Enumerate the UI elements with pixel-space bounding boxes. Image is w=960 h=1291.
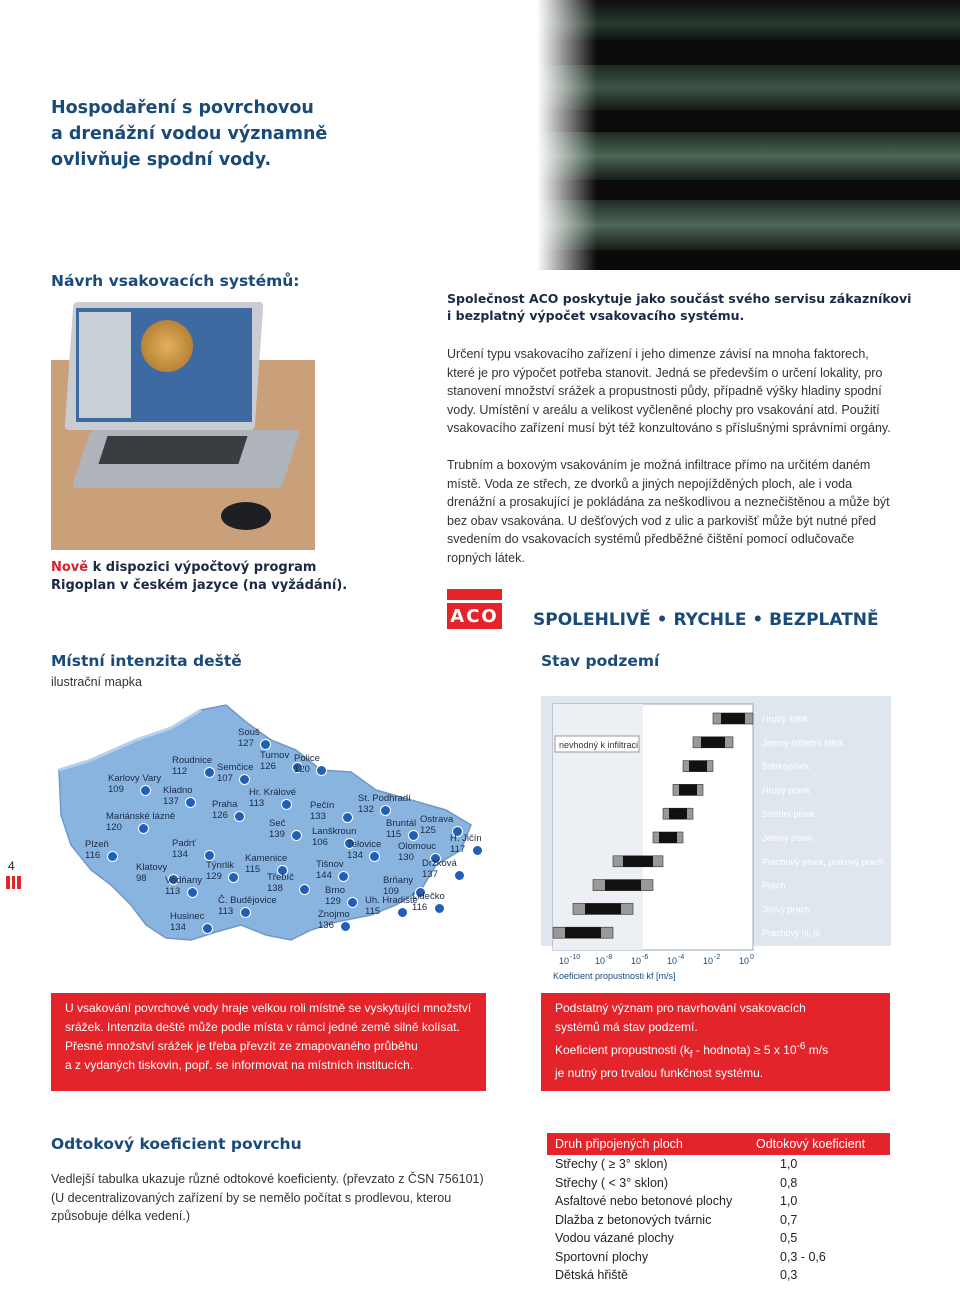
map-city-label xyxy=(108,773,161,795)
city-dot xyxy=(299,884,310,895)
city-rain-value: 130 xyxy=(398,852,414,863)
city-dot xyxy=(316,765,327,776)
city-dot xyxy=(202,923,213,934)
city-name: Turnov xyxy=(260,750,290,761)
note-part: -6 xyxy=(796,1041,806,1052)
soil-core-range xyxy=(679,784,697,795)
city-dot xyxy=(107,851,118,862)
city-dot xyxy=(454,870,465,881)
text-line: bez obav vsakována. U dešťových vod z ulic a parkovišť může být nutné před xyxy=(447,513,877,528)
city-name: Kamenice xyxy=(245,853,288,864)
coef-surface: Dětská hřiště xyxy=(555,1268,628,1283)
text-line: stanovení množství srážek a propustnosti půdy, případně výšky hladiny spodní xyxy=(447,384,882,398)
city-dot xyxy=(397,907,408,918)
city-rain-value: 116 xyxy=(412,902,428,913)
paragraph-1 xyxy=(447,345,891,438)
coef-table-row xyxy=(547,1192,890,1211)
city-rain-value: 126 xyxy=(212,810,228,821)
paragraph-2 xyxy=(447,456,890,567)
map-city-label xyxy=(325,885,345,907)
city-name: Seč xyxy=(269,818,286,829)
soil-core-range xyxy=(701,737,725,748)
design-section-title: Návrh vsakovacích systémů: xyxy=(51,272,300,290)
coef-table-row xyxy=(547,1211,890,1230)
coef-surface: Střechy ( ≥ 3° sklon) xyxy=(555,1157,668,1172)
city-dot xyxy=(291,830,302,841)
soil-type-label: Prachový písek, pískový prach xyxy=(762,856,885,867)
city-name: St. Podhradí xyxy=(358,793,411,804)
x-tick-base: 10 xyxy=(631,956,642,966)
city-dot xyxy=(204,767,215,778)
coef-value: 0,7 xyxy=(780,1212,798,1227)
software-line: Rigoplan v českém jazyce (na vyžádání). xyxy=(51,578,348,593)
city-dot xyxy=(228,872,239,883)
page-headline xyxy=(51,95,327,173)
note-line xyxy=(555,1037,876,1064)
city-dot xyxy=(138,823,149,834)
city-rain-value: 115 xyxy=(386,829,402,840)
city-rain-value: 120 xyxy=(106,822,122,833)
map-city-label xyxy=(310,800,334,822)
note-line: a z vydaných tiskovin, popř. se informovat na místních institucích. xyxy=(65,1058,414,1072)
city-dot xyxy=(347,897,358,908)
software-line: k dispozici výpočtový program xyxy=(88,560,317,575)
map-city-label xyxy=(269,818,285,840)
coef-value: 0,5 xyxy=(780,1231,798,1246)
city-name: Vodňany xyxy=(165,875,202,886)
coef-table-row xyxy=(547,1174,890,1193)
lead-line: Společnost ACO poskytuje jako součást svého servisu zákazníkovi xyxy=(447,291,912,306)
soil-core-range xyxy=(659,832,677,843)
soil-type-label: Jílový prach xyxy=(762,904,811,915)
city-dot xyxy=(140,785,151,796)
city-rain-value: 134 xyxy=(172,849,188,860)
city-name: Souš xyxy=(238,727,260,738)
x-tick-exponent: 0 xyxy=(750,954,754,961)
map-city-label xyxy=(267,872,294,894)
coef-table-row xyxy=(547,1155,890,1174)
coef-table-row xyxy=(547,1248,890,1267)
city-name: Mariánské lázně xyxy=(106,811,176,822)
city-rain-value: 113 xyxy=(218,906,234,917)
city-name: Lanškroun xyxy=(312,826,357,837)
text-line: místě. Voda ze střech, ze dvorků a jiných nepojížděných ploch, ale i voda xyxy=(447,476,853,491)
note-line: systémů má stav podzemí. xyxy=(555,1020,698,1034)
city-name: Plzeň xyxy=(85,839,109,850)
coef-header-surface: Druh připojených ploch xyxy=(547,1133,748,1155)
note-part: - hodnota) ≥ 5 x 10 xyxy=(692,1043,797,1057)
soil-type-label: Prach xyxy=(762,880,786,891)
coef-value: 0,8 xyxy=(780,1175,798,1190)
city-dot xyxy=(408,830,419,841)
text-line: Vedlejší tabulka ukazuje různé odtokové koeficienty. (převzato z ČSN 756101) xyxy=(51,1172,484,1186)
city-name: Praha xyxy=(212,799,238,810)
city-name: Olomouc xyxy=(398,841,437,852)
slogan: SPOLEHLIVĚ • RYCHLE • BEZPLATNĚ xyxy=(533,610,879,630)
city-name: Tišnov xyxy=(316,859,344,870)
city-name: Pečín xyxy=(310,800,335,811)
city-dot xyxy=(240,907,251,918)
x-tick-exponent: -8 xyxy=(606,954,613,961)
city-name: Husinec xyxy=(170,911,205,922)
map-city-label xyxy=(422,858,457,880)
city-rain-value: 115 xyxy=(245,864,261,875)
city-rain-value: 134 xyxy=(170,922,186,933)
city-name: Ostrava xyxy=(420,814,454,825)
city-name: Telovice xyxy=(347,839,382,850)
x-tick-base: 10 xyxy=(595,956,606,966)
x-tick-exponent: -6 xyxy=(642,954,649,961)
city-rain-value: 113 xyxy=(249,798,265,809)
city-rain-value: 112 xyxy=(172,766,188,777)
soil-type-label: Jemný písek xyxy=(762,833,813,843)
soil-core-range xyxy=(605,880,641,891)
coef-surface: Střechy ( < 3° sklon) xyxy=(555,1175,669,1190)
city-dot xyxy=(260,739,271,750)
map-city-label xyxy=(365,895,418,917)
soil-core-range xyxy=(721,713,745,724)
coef-title: Odtokový koeficient povrchu xyxy=(51,1135,302,1153)
coef-surface: Dlažba z betonových tvárnic xyxy=(555,1212,712,1227)
headline-line: ovlivňuje spodní vody. xyxy=(51,150,272,170)
map-city-label xyxy=(383,875,413,897)
note-part: m/s xyxy=(805,1043,829,1057)
city-dot xyxy=(338,871,349,882)
text-line: vsakovacího zařízení musí být též konzultováno s příslušnými správními orgány. xyxy=(447,421,891,435)
city-rain-value: 115 xyxy=(365,906,381,917)
text-line: svedením do vsakovacích systémů předběžné čištění pomocí odlučovače xyxy=(447,532,855,546)
city-dot xyxy=(369,851,380,862)
city-rain-value: 132 xyxy=(358,804,374,815)
coef-value: 1,0 xyxy=(780,1194,798,1209)
city-rain-value: 129 xyxy=(325,896,341,907)
map-city-label xyxy=(260,750,289,772)
city-rain-value: 107 xyxy=(217,773,233,784)
text-line: Určení typu vsakovacího zařízení i jeho dimenze závisí na mnoha faktorech, xyxy=(447,347,869,361)
city-name: Držková xyxy=(422,858,457,869)
soil-core-range xyxy=(669,808,687,819)
laptop-illustration xyxy=(51,290,315,550)
city-rain-value: 116 xyxy=(85,850,101,861)
coef-table-header xyxy=(547,1133,890,1155)
aco-logo xyxy=(447,589,502,629)
city-rain-value: 127 xyxy=(238,738,254,749)
drainage-pipe-photo xyxy=(447,0,960,270)
soil-core-range xyxy=(585,903,621,914)
city-dot xyxy=(380,805,391,816)
coef-value: 1,0 xyxy=(780,1157,798,1172)
note-part: f xyxy=(689,1049,693,1061)
x-tick-exponent: -4 xyxy=(678,954,685,961)
coef-surface: Asfaltové nebo betonové plochy xyxy=(555,1194,733,1209)
city-name: Znojmo xyxy=(318,909,350,920)
chart-x-label: Koeficient propustnosti kf [m/s] xyxy=(553,971,676,981)
note-line: U vsakování povrchové vody hraje velkou roli místně se vyskytující množství xyxy=(65,1001,472,1015)
rain-map-title: Místní intenzita deště xyxy=(51,652,242,670)
coef-table xyxy=(547,1133,890,1285)
text-line: Trubním a boxovým vsakováním je možná infiltrace přímo na určitém daném xyxy=(447,458,871,472)
city-rain-value: 136 xyxy=(318,920,334,931)
x-tick-base: 10 xyxy=(739,956,750,966)
city-rain-value: 129 xyxy=(206,871,222,882)
new-badge-text: Nově xyxy=(51,560,89,575)
coef-header-value: Odtokový koeficient xyxy=(748,1133,890,1155)
note-line: Přesné množství srážek je třeba převzít ze zmapovaného průběhu xyxy=(65,1039,418,1053)
text-line: (U decentralizovaných zařízení by se nemělo počítat s prodlevou, kterou xyxy=(51,1190,452,1205)
x-tick-exponent: -10 xyxy=(570,954,581,961)
city-name: Brno xyxy=(325,885,346,896)
city-name: Týnrlik xyxy=(206,860,234,871)
map-city-label xyxy=(238,727,260,749)
city-rain-value: 117 xyxy=(450,844,466,855)
coef-surface: Sportovní plochy xyxy=(555,1249,649,1264)
city-rain-value: 137 xyxy=(163,796,179,807)
text-line: které je pro výpočet potřeba stanovit. Jedná se především o určení lokality, pro xyxy=(447,365,883,380)
soil-type-label: Hrubý štěrk xyxy=(762,714,809,724)
city-rain-value: 113 xyxy=(165,886,181,897)
text-line: drenážní a prosakující je pokládána za neškodlivou a neznečištěnou a může být xyxy=(447,495,890,509)
city-rain-value: 109 xyxy=(383,886,399,897)
city-rain-value: 139 xyxy=(269,829,285,840)
map-city-label xyxy=(85,839,109,861)
note-part: Koeficient propustnosti (k xyxy=(555,1043,690,1057)
note-line: srážek. Intenzita deště může podle místa v rámci jedné země silně kolísat. xyxy=(65,1020,460,1034)
coef-value: 0,3 xyxy=(780,1268,798,1283)
city-dot xyxy=(185,797,196,808)
city-rain-value: 125 xyxy=(420,825,436,836)
x-tick-base: 10 xyxy=(703,956,714,966)
city-rain-value: 144 xyxy=(316,870,332,881)
city-name: Kladno xyxy=(163,785,193,796)
city-dot xyxy=(472,845,483,856)
soil-type-label: Hrubý písek xyxy=(762,785,811,796)
text-line: způsobuje délka vedení.) xyxy=(51,1209,190,1223)
page-marker-icon xyxy=(6,876,21,889)
city-rain-value: 109 xyxy=(108,784,124,795)
x-tick-base: 10 xyxy=(667,956,678,966)
note-line: je nutný pro trvalou funkčnost systému. xyxy=(555,1066,764,1081)
city-name: Třebíč xyxy=(267,872,294,883)
city-name: Č. Budějovice xyxy=(218,895,277,906)
soil-type-label: Prachový jíl, jíl xyxy=(762,928,821,939)
map-city-label xyxy=(420,814,453,836)
rain-map-subtitle: ilustrační mapka xyxy=(51,675,143,689)
note-line: Podstatný význam pro navrhování vsakovacích xyxy=(555,1001,806,1015)
city-name: Lidečko xyxy=(412,891,445,902)
soil-note-box xyxy=(541,993,890,1091)
soil-core-range xyxy=(565,927,601,938)
soil-type-label: Střední písek xyxy=(762,809,816,820)
software-note xyxy=(51,559,347,595)
aco-logo-text: ACO xyxy=(450,606,499,627)
page-number: 4 xyxy=(8,859,15,873)
city-dot xyxy=(342,812,353,823)
map-city-label xyxy=(136,862,167,884)
city-name: H. Jičín xyxy=(450,833,482,844)
city-name: Karlovy Vary xyxy=(108,773,162,784)
coef-table-row xyxy=(547,1229,890,1248)
city-name: Uh. Hradiště xyxy=(365,895,418,906)
city-rain-value: 133 xyxy=(310,811,326,822)
map-city-label xyxy=(172,838,196,860)
soil-permeability-chart xyxy=(541,696,891,986)
city-name: Brňany xyxy=(383,875,414,886)
headline-line: Hospodaření s povrchovou xyxy=(51,98,314,118)
city-name: Roudnice xyxy=(172,755,213,766)
city-name: Klatovy xyxy=(136,862,168,873)
x-tick-exponent: -2 xyxy=(714,954,721,961)
city-name: Bruntál xyxy=(386,818,417,829)
x-tick-base: 10 xyxy=(559,956,570,966)
city-rain-value: 120 xyxy=(294,764,310,775)
headline-line: a drenážní vodou významně xyxy=(51,124,328,144)
rain-note-box xyxy=(51,993,486,1091)
city-rain-value: 138 xyxy=(267,883,283,894)
city-dot xyxy=(340,921,351,932)
unsuitable-zone-label: nevhodný k infiltraci xyxy=(559,740,639,750)
city-rain-value: 134 xyxy=(347,850,363,861)
aco-lead xyxy=(447,290,911,324)
soil-title: Stav podzemí xyxy=(541,652,660,670)
city-dot xyxy=(281,799,292,810)
city-rain-value: 98 xyxy=(136,873,147,884)
lead-line: i bezplatný výpočet vsakovacího systému. xyxy=(447,308,745,323)
city-dot xyxy=(234,811,245,822)
city-rain-value: 137 xyxy=(422,869,438,880)
city-rain-value: 126 xyxy=(260,761,276,772)
city-dot xyxy=(434,903,445,914)
city-name: Hr. Králové xyxy=(249,787,296,798)
soil-type-label: Štěrkopísek xyxy=(762,761,810,772)
city-dot xyxy=(187,887,198,898)
soil-core-range xyxy=(689,761,707,772)
city-rain-value: 106 xyxy=(312,837,328,848)
coef-table-row xyxy=(547,1266,890,1285)
city-dot xyxy=(239,774,250,785)
coef-surface: Vodou vázané plochy xyxy=(555,1231,674,1246)
soil-type-label: Jemný-/střední štěrk xyxy=(762,737,844,748)
city-name: Padrť xyxy=(172,838,196,849)
coef-text xyxy=(51,1170,484,1226)
coef-value: 0,3 - 0,6 xyxy=(780,1249,826,1264)
city-name: Semčice xyxy=(217,762,254,773)
map-city-label xyxy=(170,911,204,933)
soil-core-range xyxy=(623,856,653,867)
city-name: Police xyxy=(294,753,320,764)
text-line: ropných látek. xyxy=(447,550,525,565)
text-line: vody. Umístění v areálu a velikost vyčleněné plochy pro vsakování atd. Použití xyxy=(447,402,880,417)
